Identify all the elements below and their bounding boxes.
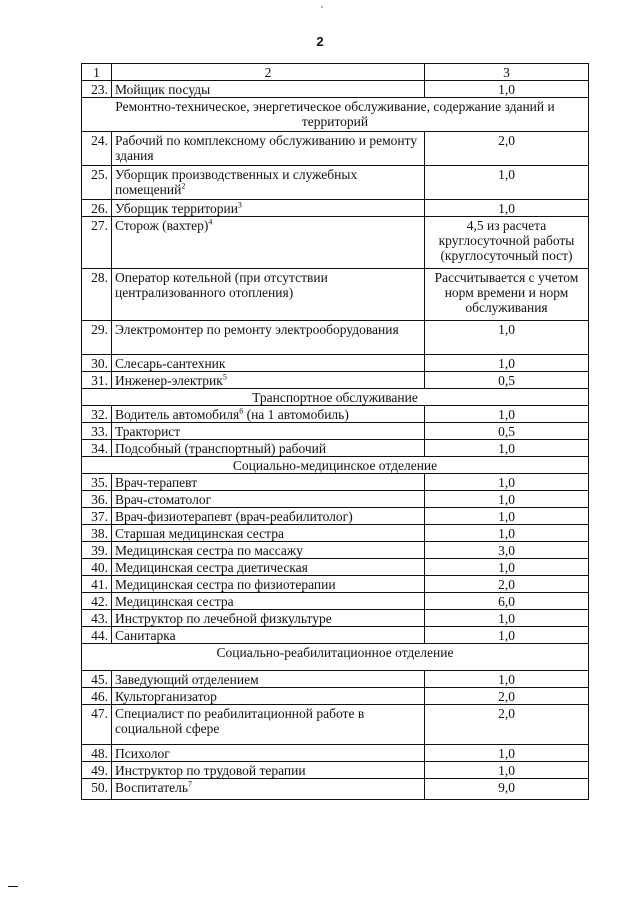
section-title: Транспортное обслуживание (82, 389, 589, 406)
staff-count: 1,0 (425, 525, 589, 542)
position-name-cell (112, 559, 425, 576)
footer-mark (8, 886, 18, 887)
position-name: Инструктор по лечебной физкультуре (115, 611, 332, 626)
section-title: Ремонтно-техническое, энергетическое обслуживание, содержание зданий и территорий (82, 98, 589, 132)
row-number: 30. (82, 355, 112, 372)
position-name: Подсобный (транспортный) рабочий (115, 441, 327, 456)
position-name-cell (112, 627, 425, 644)
position-name-cell (112, 705, 425, 745)
table-row (82, 217, 589, 269)
position-name: Уборщик территории (115, 201, 238, 216)
position-name-cell (112, 610, 425, 627)
table-row (82, 269, 589, 321)
row-number: 29. (82, 321, 112, 355)
position-name-cell (112, 671, 425, 688)
position-name: Оператор котельной (при отсутствии централизованного отопления) (115, 270, 328, 300)
position-name-cell (112, 762, 425, 779)
table-row (82, 593, 589, 610)
position-name: Медицинская сестра по физиотерапии (115, 577, 336, 592)
position-name: Медицинская сестра (115, 594, 234, 609)
position-name: Врач-терапевт (115, 475, 198, 490)
position-name: Инженер-электрик (115, 373, 223, 388)
section-row (82, 98, 589, 132)
position-name: Слесарь-сантехник (115, 356, 226, 371)
position-name-cell (112, 269, 425, 321)
footnote-marker: 2 (181, 181, 186, 191)
table-row (82, 705, 589, 745)
row-number: 32. (82, 406, 112, 423)
staff-count: 1,0 (425, 440, 589, 457)
position-name: Заведующий отделением (115, 672, 259, 687)
staff-count: 1,0 (425, 321, 589, 355)
position-name: Психолог (115, 746, 170, 761)
staff-count: 1,0 (425, 200, 589, 217)
staff-count: 1,0 (425, 671, 589, 688)
position-name-cell (112, 321, 425, 355)
row-number: 33. (82, 423, 112, 440)
header-col-3: 3 (425, 64, 589, 81)
row-number: 36. (82, 491, 112, 508)
table-row (82, 474, 589, 491)
position-name-cell (112, 440, 425, 457)
position-name-cell (112, 508, 425, 525)
row-number: 35. (82, 474, 112, 491)
row-number: 50. (82, 779, 112, 800)
footnote-marker: 3 (237, 200, 242, 210)
position-name: Врач-физиотерапевт (врач-реабилитолог) (115, 509, 353, 524)
position-name-suffix: (на 1 автомобиль) (243, 407, 349, 422)
table-row (82, 688, 589, 705)
row-number: 46. (82, 688, 112, 705)
position-name-cell (112, 491, 425, 508)
staff-count: 1,0 (425, 762, 589, 779)
section-row (82, 644, 589, 671)
row-number: 39. (82, 542, 112, 559)
staff-count: 1,0 (425, 610, 589, 627)
footnote-marker: 7 (188, 779, 193, 789)
staff-count: 1,0 (425, 627, 589, 644)
position-name: Воспитатель (115, 780, 189, 795)
staff-count: 3,0 (425, 542, 589, 559)
position-name: Сторож (вахтер) (115, 218, 209, 233)
staff-count: 0,5 (425, 372, 589, 389)
row-number: 42. (82, 593, 112, 610)
staff-count: 6,0 (425, 593, 589, 610)
position-name-cell (112, 423, 425, 440)
staff-count: 9,0 (425, 779, 589, 800)
position-name: Санитарка (115, 628, 176, 643)
row-number: 44. (82, 627, 112, 644)
staff-count: 1,0 (425, 406, 589, 423)
staff-count: 1,0 (425, 491, 589, 508)
position-name: Водитель автомобиля (115, 407, 240, 422)
position-name: Мойщик посуды (115, 82, 211, 97)
position-name-cell (112, 81, 425, 98)
position-name-cell (112, 525, 425, 542)
position-name: Врач-стоматолог (115, 492, 212, 507)
row-number: 37. (82, 508, 112, 525)
row-number: 23. (82, 81, 112, 98)
position-name-cell (112, 217, 425, 269)
table-row (82, 440, 589, 457)
position-name-cell (112, 200, 425, 217)
row-number: 49. (82, 762, 112, 779)
row-number: 38. (82, 525, 112, 542)
row-number: 41. (82, 576, 112, 593)
section-title: Социально-реабилитационное отделение (82, 644, 589, 671)
position-name: Медицинская сестра по массажу (115, 543, 303, 558)
position-name: Медицинская сестра диетическая (115, 560, 308, 575)
footnote-marker: 5 (222, 372, 227, 382)
row-number: 28. (82, 269, 112, 321)
position-name-cell (112, 474, 425, 491)
page-number: 2 (316, 34, 324, 49)
staff-count: 1,0 (425, 745, 589, 762)
position-name: Специалист по реабилитационной работе в социальной сфере (115, 706, 365, 736)
position-name-cell (112, 779, 425, 800)
table-row (82, 610, 589, 627)
table-row (82, 81, 589, 98)
row-number: 31. (82, 372, 112, 389)
staff-count: 2,0 (425, 688, 589, 705)
table-row (82, 762, 589, 779)
table-row (82, 525, 589, 542)
table-row (82, 423, 589, 440)
table-row (82, 576, 589, 593)
footnote-marker: 6 (239, 406, 244, 416)
position-name-cell (112, 688, 425, 705)
scan-speck (321, 6, 323, 8)
footnote-marker: 4 (208, 217, 213, 227)
row-number: 27. (82, 217, 112, 269)
staff-count: 1,0 (425, 166, 589, 200)
table-row (82, 779, 589, 800)
header-col-2: 2 (112, 64, 425, 81)
row-number: 26. (82, 200, 112, 217)
row-number: 48. (82, 745, 112, 762)
table-row (82, 542, 589, 559)
staffing-table (81, 63, 589, 800)
staff-count: 2,0 (425, 132, 589, 166)
staff-count: 1,0 (425, 81, 589, 98)
staff-count: 2,0 (425, 705, 589, 745)
position-name-cell (112, 166, 425, 200)
header-col-1: 1 (82, 64, 112, 81)
section-row (82, 389, 589, 406)
staff-count: 2,0 (425, 576, 589, 593)
table-row (82, 166, 589, 200)
row-number: 43. (82, 610, 112, 627)
position-name: Электромонтер по ремонту электрооборудования (115, 322, 399, 337)
table-row (82, 671, 589, 688)
position-name: Тракторист (115, 424, 181, 439)
table-row (82, 355, 589, 372)
table-row (82, 406, 589, 423)
position-name-cell (112, 355, 425, 372)
staff-count: 4,5 из расчета круглосуточной работы (круглосуточный пост) (425, 217, 589, 269)
staff-count: Рассчитывается с учетом норм времени и норм обслуживания (425, 269, 589, 321)
table-row (82, 559, 589, 576)
table-row (82, 508, 589, 525)
position-name: Инструктор по трудовой терапии (115, 763, 306, 778)
section-row (82, 457, 589, 474)
staff-count: 1,0 (425, 355, 589, 372)
row-number: 40. (82, 559, 112, 576)
row-number: 47. (82, 705, 112, 745)
table-row (82, 321, 589, 355)
table-header-row (82, 64, 589, 81)
staff-count: 1,0 (425, 508, 589, 525)
position-name: Культорганизатор (115, 689, 217, 704)
row-number: 45. (82, 671, 112, 688)
position-name-cell (112, 406, 425, 423)
position-name: Уборщик производственных и служебных помещений (115, 167, 358, 197)
row-number: 24. (82, 132, 112, 166)
table-row (82, 372, 589, 389)
position-name: Старшая медицинская сестра (115, 526, 284, 541)
table-row (82, 745, 589, 762)
table-row (82, 200, 589, 217)
position-name-cell (112, 132, 425, 166)
row-number: 25. (82, 166, 112, 200)
position-name-cell (112, 576, 425, 593)
staffing-table-body (82, 64, 589, 800)
position-name-cell (112, 542, 425, 559)
position-name-cell (112, 593, 425, 610)
section-title: Социально-медицинское отделение (82, 457, 589, 474)
staff-count: 0,5 (425, 423, 589, 440)
row-number: 34. (82, 440, 112, 457)
staff-count: 1,0 (425, 474, 589, 491)
position-name: Рабочий по комплексному обслуживанию и ремонту здания (115, 133, 418, 163)
position-name-cell (112, 745, 425, 762)
table-row (82, 491, 589, 508)
table-row (82, 627, 589, 644)
table-row (82, 132, 589, 166)
staff-count: 1,0 (425, 559, 589, 576)
position-name-cell (112, 372, 425, 389)
